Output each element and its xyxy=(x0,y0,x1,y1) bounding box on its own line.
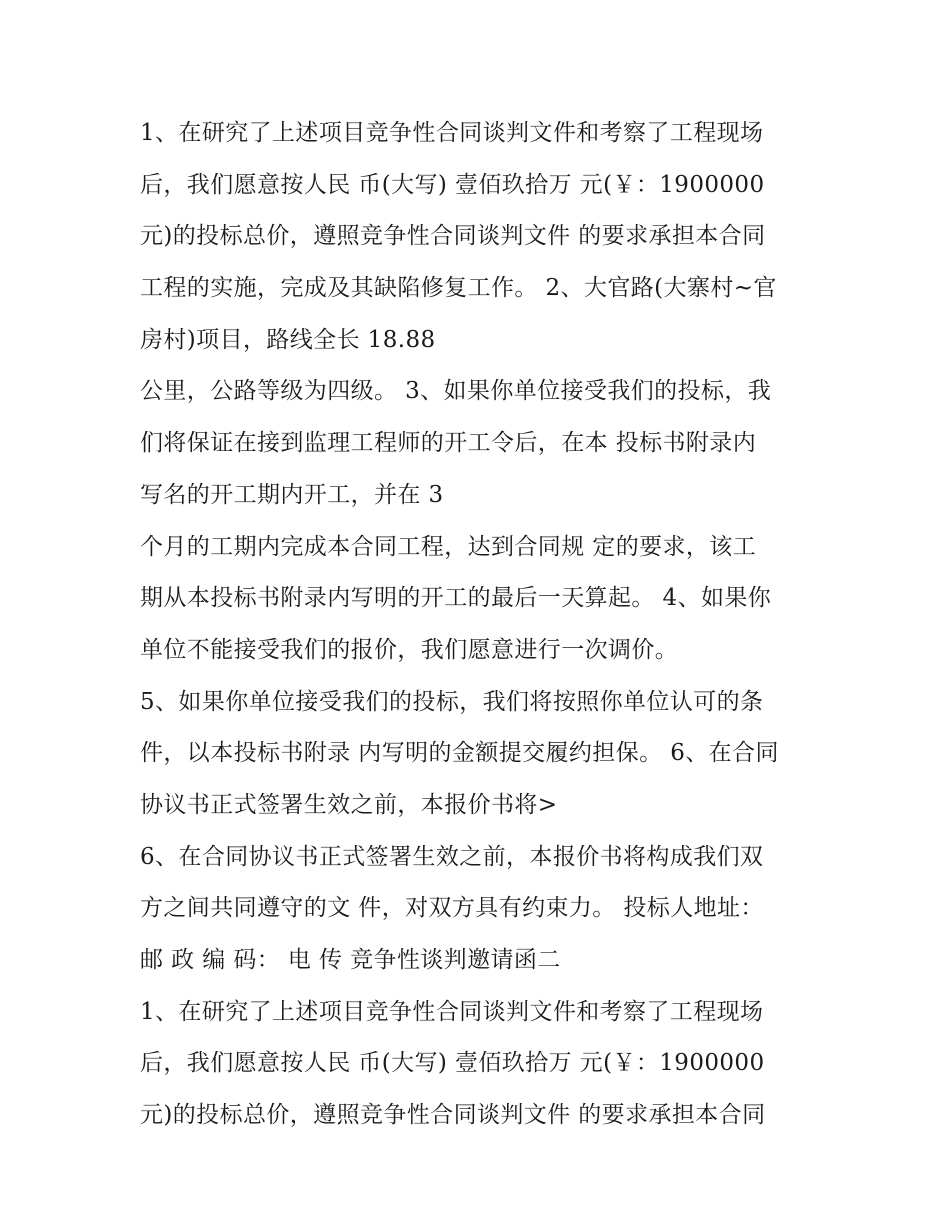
text-line: 件，以本投标书附录 内写明的金额提交履约担保。 6、在合同 xyxy=(140,740,779,767)
text-line: 5、如果你单位接受我们的投标，我们将按照你单位认可的条 xyxy=(140,688,764,715)
text-line: 们将保证在接到监理工程师的开工令后，在本 投标书附录内 xyxy=(140,430,757,457)
text-line: 个月的工期内完成本合同工程，达到合同规 定的要求，该工 xyxy=(140,533,757,560)
text-line: 期从本投标书附录内写明的开工的最后一天算起。 4、如果你 xyxy=(140,585,772,612)
text-line: 公里，公路等级为四级。 3、如果你单位接受我们的投标，我 xyxy=(140,378,772,405)
document-body xyxy=(140,108,820,1142)
text-line: 1、在研究了上述项目竞争性合同谈判文件和考察了工程现场 xyxy=(140,120,764,146)
text-line: 元)的投标总价，遵照竞争性合同谈判文件 的要求承担本合同 xyxy=(140,1102,766,1129)
text-line: 1、在研究了上述项目竞争性合同谈判文件和考察了工程现场 xyxy=(140,998,764,1025)
text-line: 房村)项目，路线全长 18.88 xyxy=(140,326,436,353)
text-line: 元)的投标总价，遵照竞争性合同谈判文件 的要求承担本合同 xyxy=(140,223,766,250)
text-line: 单位不能接受我们的报价，我们愿意进行一次调价。 xyxy=(140,636,679,663)
text-line: 后，我们愿意按人民 币(大写) 壹佰玖拾万 元(￥：1900000 xyxy=(140,1050,765,1077)
text-line: 6、在合同协议书正式签署生效之前，本报价书将构成我们双 xyxy=(140,843,764,870)
text-line: 工程的实施，完成及其缺陷修复工作。 2、大官路(大寨村~官 xyxy=(140,275,777,302)
text-line: 写名的开工期内开工，并在 3 xyxy=(140,481,444,508)
text-line: 方之间共同遵守的文 件，对双方具有约束力。 投标人地址： xyxy=(140,895,764,922)
text-line: 后，我们愿意按人民 币(大写) 壹佰玖拾万 元(￥：1900000 xyxy=(140,171,765,198)
text-line: 协议书正式签署生效之前，本报价书将> xyxy=(140,791,558,818)
text-line: 邮 政 编 码： 电 传 竞争性谈判邀请函二 xyxy=(140,947,561,973)
